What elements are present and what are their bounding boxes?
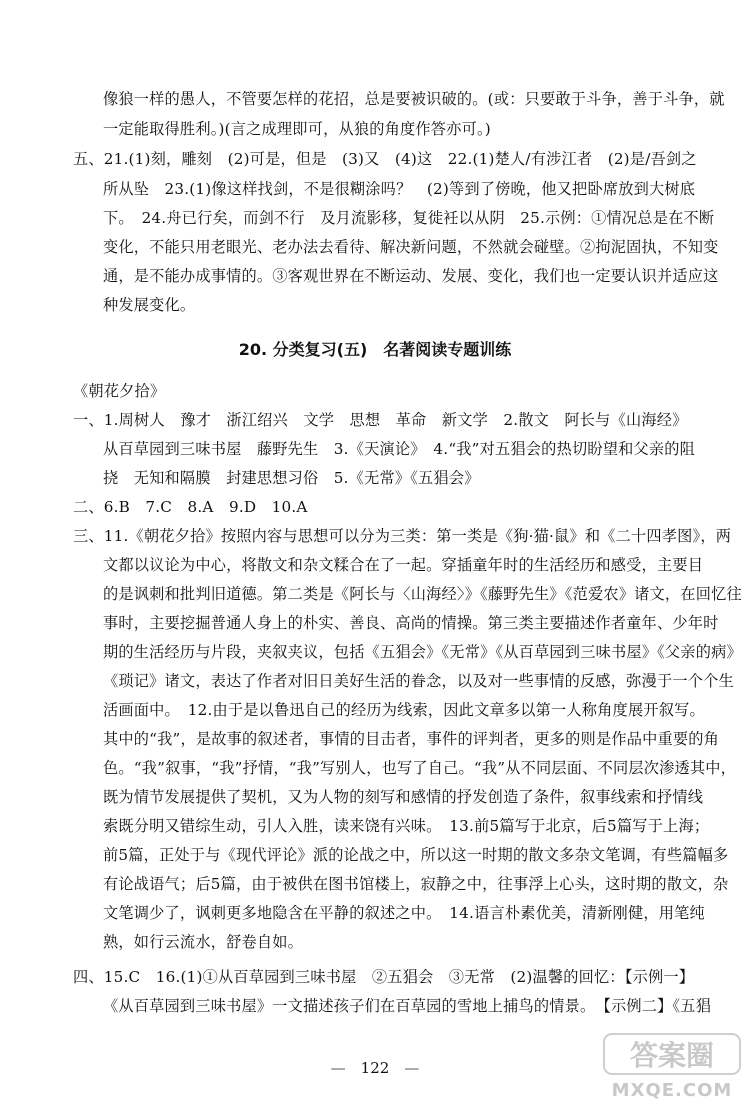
- text-line: 《从百草园到三味书屋》一文描述孩子们在百草园的雪地上捕鸟的情景。 【示例二】《五猖: [103, 997, 712, 1015]
- dash-right: —: [389, 1059, 420, 1077]
- text-line: 活画面中。 12.由于是以鲁迅自己的经历为线索，因此文章多以第一人称角度展开叙写。: [103, 701, 705, 719]
- text-line: 文笔调少了，讽刺更多地隐含在平静的叙述之中。 14.语言朴素优美，清新刚健，用笔纯: [103, 904, 705, 922]
- text-line: 期的生活经历与片段，夹叙夹议，包括《五猖会》《无常》《从百草园到三味书屋》《父亲的病》: [103, 643, 742, 661]
- text-line: 既为情节发展提供了契机，又为人物的刻写和感情的抒发创造了条件，叙事线索和抒情线: [103, 788, 704, 806]
- text-line: 《琐记》诸文，表达了作者对旧日美好生活的眷念，以及对一些事情的反感，弥漫于一个个生: [103, 672, 734, 690]
- text-line: 熟，如行云流水，舒卷自如。: [103, 933, 304, 951]
- text-line: 像狼一样的愚人，不管要怎样的花招，总是要被识破的。(或：只要敢于斗争，善于斗争，就: [103, 90, 725, 108]
- dash-left: —: [330, 1059, 361, 1077]
- text-line: 变化，不能只用老眼光、老办法去看待、解决新问题，不然就会碰壁。②拘泥固执，不知变: [103, 238, 719, 256]
- text-line: 前5篇，正处于与《现代评论》派的论战之中，所以这一时期的散文多杂文笔调，有些篇幅多: [103, 846, 729, 864]
- text-line: 挠 无知和隔膜 封建思想习俗 5.《无常》《五猖会》: [103, 469, 480, 487]
- text-line: 文都以议论为中心，将散文和杂文糅合在了一起。穿插童年时的生活经历和感受，主要目: [103, 556, 704, 574]
- section-title: 20. 分类复习(五) 名著阅读专题训练: [238, 340, 512, 359]
- watermark-logo: [596, 1032, 746, 1102]
- text-line: 一定能取得胜利。)(言之成理即可，从狼的角度作答亦可。): [103, 120, 491, 138]
- text-line: 索既分明又错综生动，引人入胜，读来饶有兴味。 13.前5篇写于北京，后5篇写于上海；: [103, 817, 710, 835]
- watermark-icon: [596, 1032, 746, 1102]
- text-line: 所从坠 23.(1)像这样找剑，不是很糊涂吗？ (2)等到了傍晚，他又把卧席放到大树底: [103, 180, 696, 198]
- watermark-top-text: 答案圈: [629, 1039, 715, 1072]
- text-line: 五、21.(1)刻，雕刻 (2)可是，但是 (3)又 (4)这 22.(1)楚人/有涉江者 (2)是/吾剑之: [73, 150, 697, 168]
- text-line: 三、11.《朝花夕拾》按照内容与思想可以分为三类：第一类是《狗·猫·鼠》和《二十四孝图》，两: [73, 527, 732, 545]
- text-line: 通，是不能办成事情的。③客观世界在不断运动、发展、变化，我们也一定要认识并适应这: [103, 267, 719, 285]
- text-line: 从百草园到三味书屋 藤野先生 3.《天演论》 4.“我”对五猖会的热切盼望和父亲的阻: [103, 440, 696, 458]
- page-number-value: 122: [360, 1059, 390, 1077]
- text-line: 的是讽刺和批判旧道德。第二类是《阿长与〈山海经〉》《藤野先生》《范爱农》诸文，在回忆往: [103, 585, 742, 603]
- text-line: 色。“我”叙事，“我”抒情，“我”写别人，也写了自己。“我”从不同层面、不同层次渗透其中，: [103, 759, 737, 777]
- text-line: 下。 24.舟已行矣，而剑不行 及月流影移，复徙衽以从阴 25.示例：①情况总是在不断: [103, 209, 715, 227]
- text-line: 其中的“我”，是故事的叙述者，事情的目击者，事件的评判者，更多的则是作品中重要的角: [103, 730, 720, 748]
- text-line: 有论战语气；后5篇，由于被供在图书馆楼上，寂静之中，往事浮上心头，这时期的散文，杂: [103, 875, 729, 893]
- book-title: 《朝花夕拾》: [73, 382, 166, 400]
- text-line: 四、15.C 16.(1)①从百草园到三味书屋 ②五猖会 ③无常 (2)温馨的回忆：【示例一】: [73, 968, 695, 986]
- text-line: 二、6.B 7.C 8.A 9.D 10.A: [73, 498, 308, 516]
- text-line: 种发展变化。: [103, 296, 196, 314]
- text-line: 事时，主要挖掘普通人身上的朴实、善良、高尚的情操。第三类主要描述作者童年、少年时: [103, 614, 719, 632]
- watermark-bottom-text: MXQE.COM: [611, 1080, 733, 1101]
- text-line: 一、1.周树人 豫才 浙江绍兴 文学 思想 革命 新文学 2.散文 阿长与《山海经》: [73, 411, 688, 429]
